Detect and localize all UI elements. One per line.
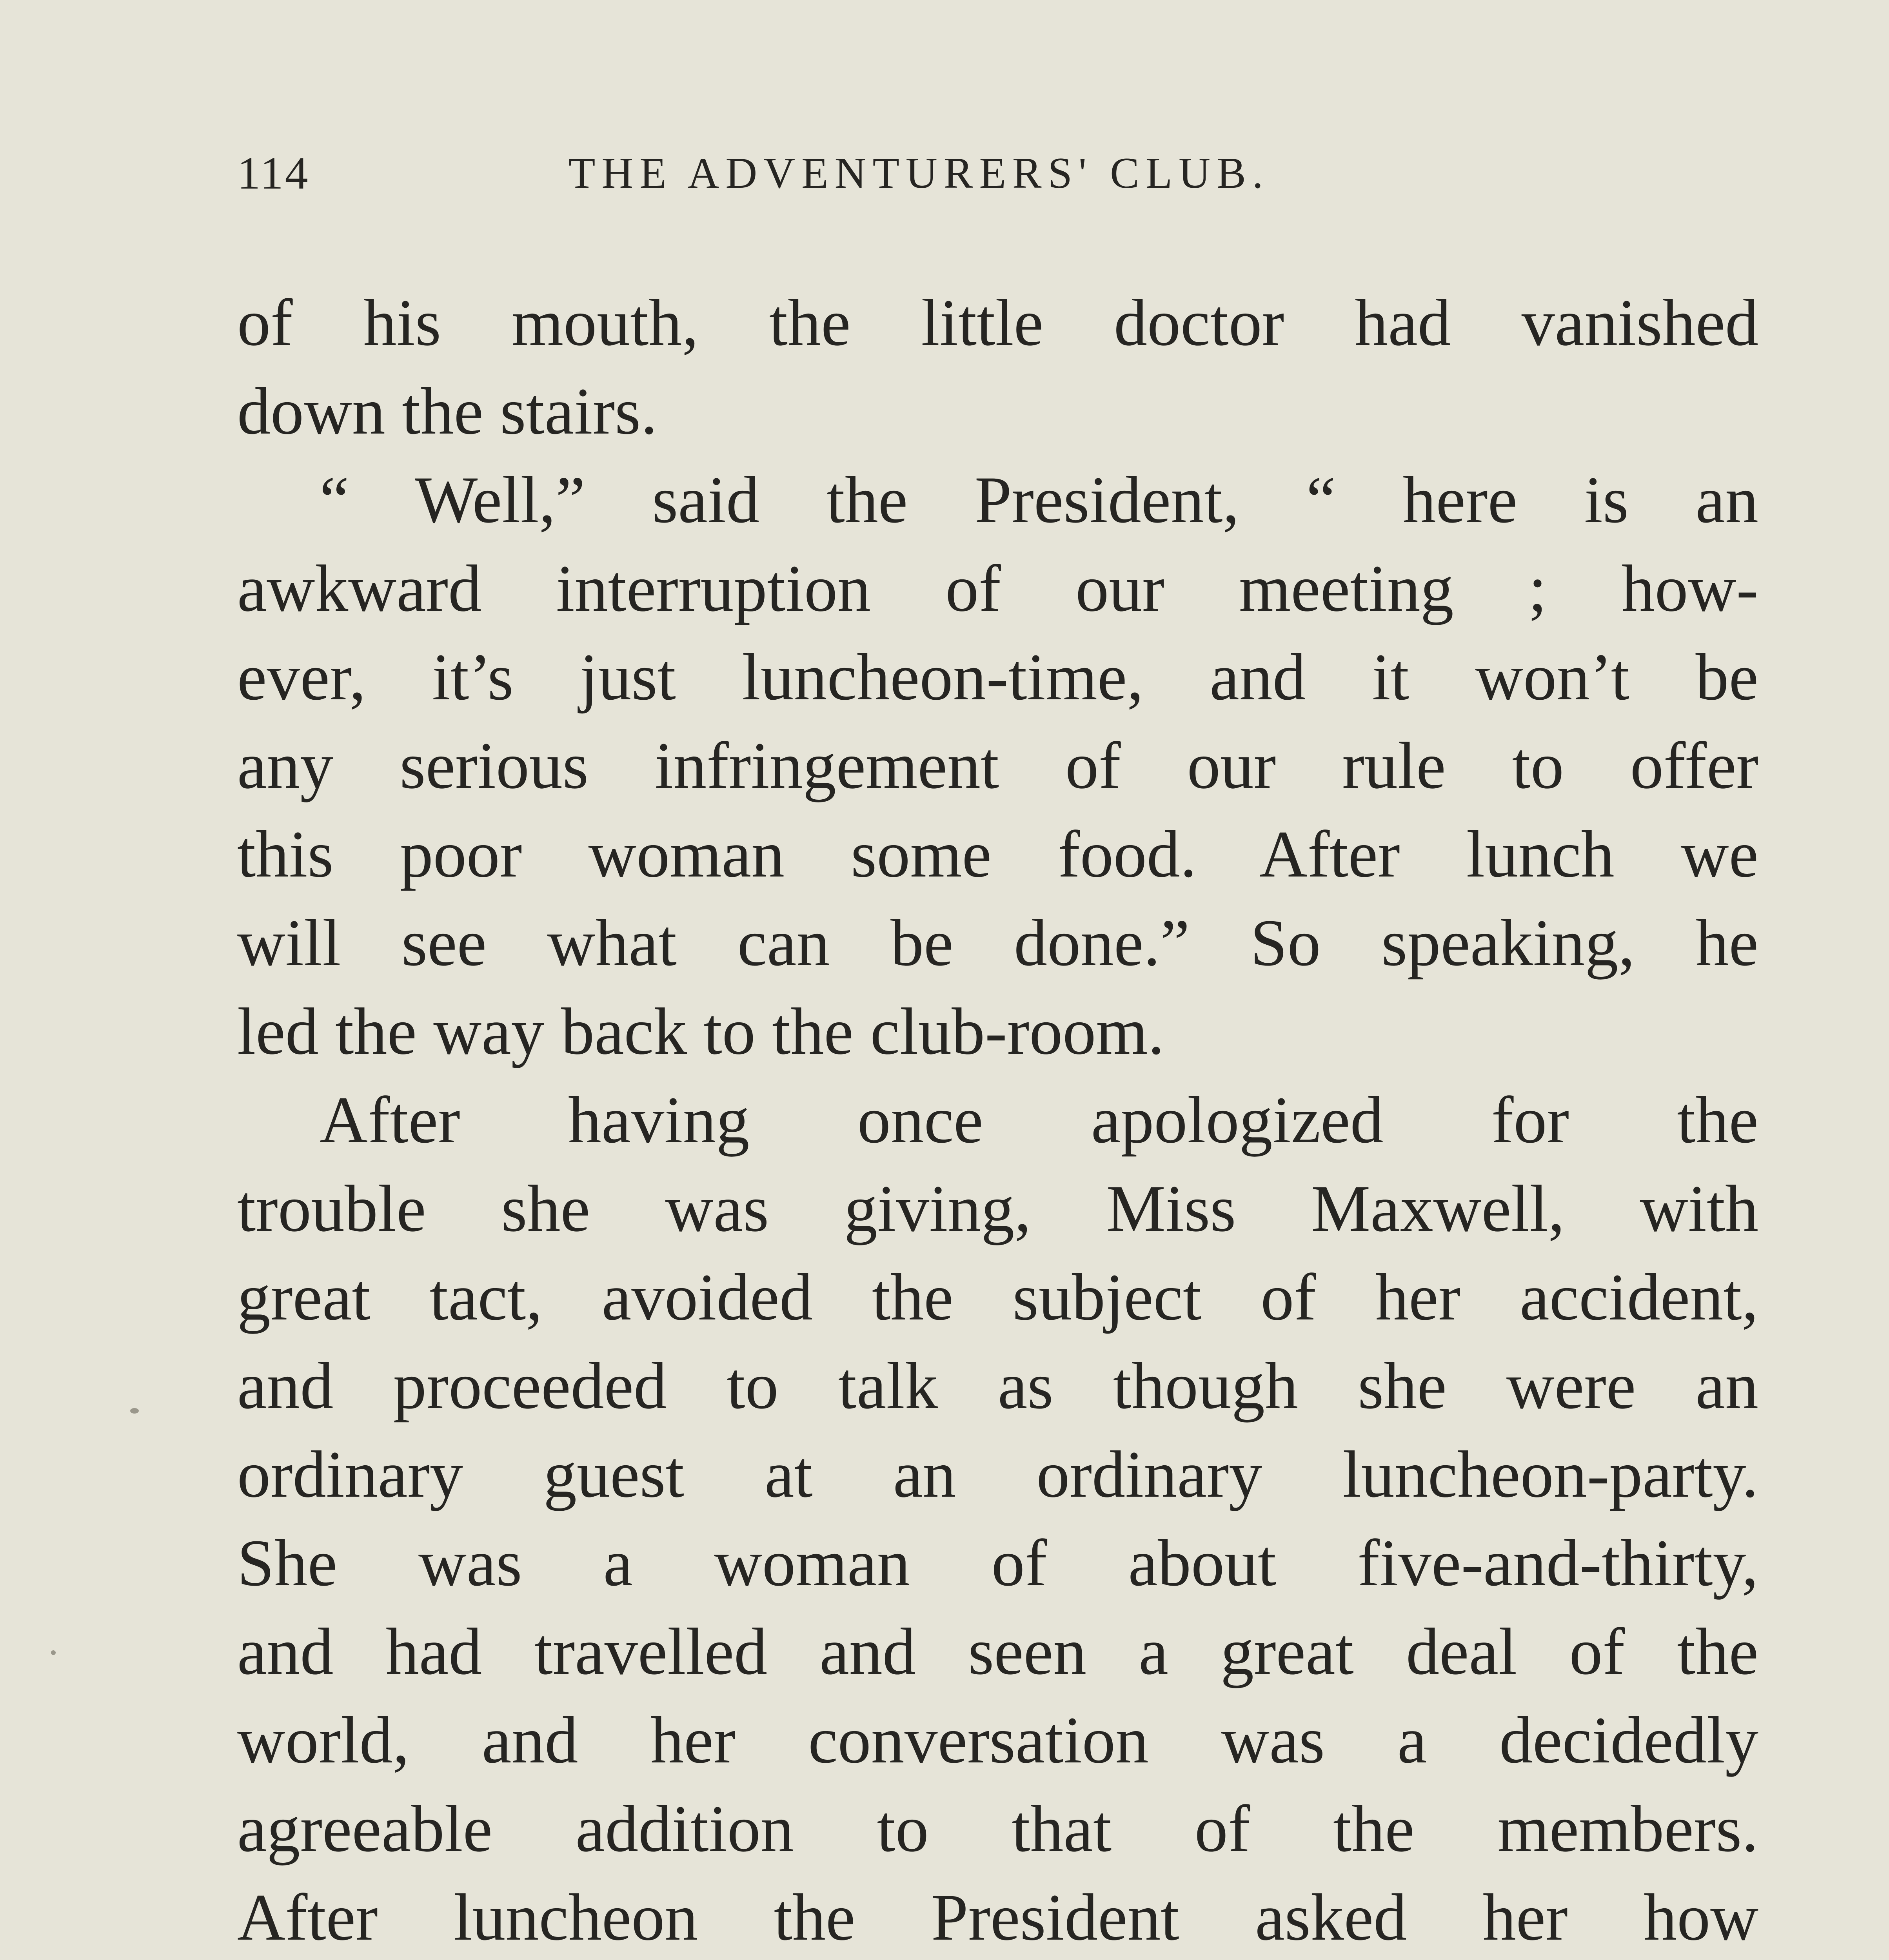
paper-speck xyxy=(130,1408,139,1414)
text-line: will see what can be done.” So speaking, he xyxy=(237,906,1758,980)
text-line: down the stairs. xyxy=(237,374,658,448)
text-line: any serious infringement of our rule to offer xyxy=(237,729,1758,802)
text-line: trouble she was giving, Miss Maxwell, with xyxy=(237,1172,1758,1245)
text-line: and had travelled and seen a great deal of the xyxy=(237,1615,1758,1688)
text-line: ever, it’s just luncheon-time, and it won’t be xyxy=(237,640,1758,714)
running-title: THE ADVENTURERS' CLUB. xyxy=(569,149,1270,198)
text-line: led the way back to the club-room. xyxy=(237,995,1165,1068)
page-number: 114 xyxy=(237,147,310,199)
text-line: great tact, avoided the subject of her accident, xyxy=(237,1260,1758,1334)
text-line: of his mouth, the little doctor had vanished xyxy=(237,286,1758,359)
body-text xyxy=(237,278,1758,1960)
running-head xyxy=(0,142,1889,205)
text-line: ordinary guest at an ordinary luncheon-party. xyxy=(237,1437,1758,1511)
text-line: awkward interruption of our meeting ; how- xyxy=(237,552,1758,625)
text-line: She was a woman of about five-and-thirty, xyxy=(237,1526,1758,1600)
paper-speck xyxy=(51,1650,56,1655)
text-line: agreeable addition to that of the members. xyxy=(237,1792,1758,1866)
text-line: “ Well,” said the President, “ here is an xyxy=(320,463,1758,537)
text-line: and proceeded to talk as though she were an xyxy=(237,1349,1758,1423)
text-line: After luncheon the President asked her how xyxy=(237,1880,1758,1954)
text-line: world, and her conversation was a decidedly xyxy=(237,1703,1758,1777)
text-line: After having once apologized for the xyxy=(320,1083,1758,1157)
text-line: this poor woman some food. After lunch we xyxy=(237,817,1758,891)
